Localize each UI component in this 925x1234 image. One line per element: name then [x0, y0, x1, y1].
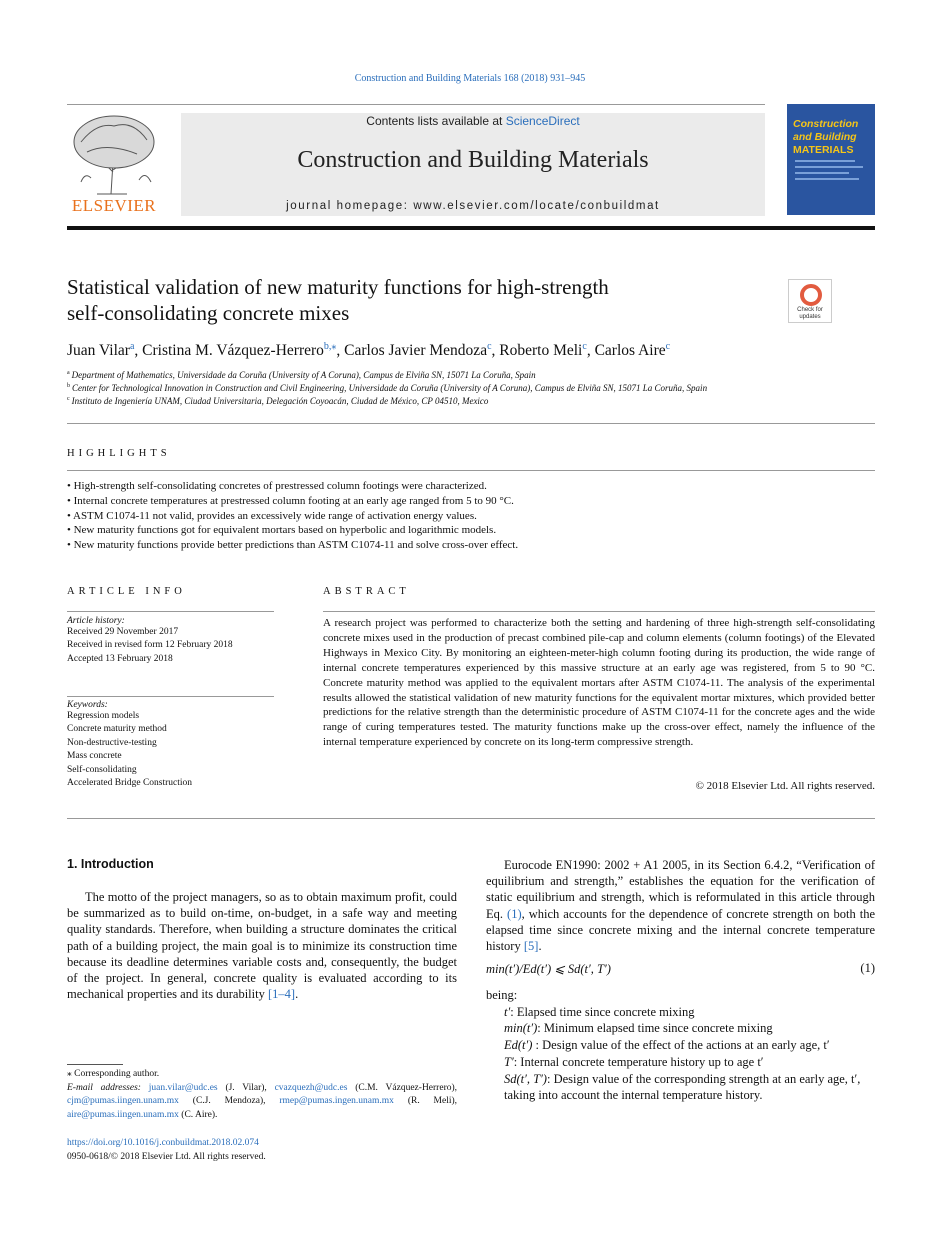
paragraph-text: Eurocode EN1990: 2002 + A1 2005, in its Section 6.4.2, “Verification of equilibrium and strength,” establishes the equation for the verification of static equilibrium and strength, which is reformulated in this article through Eq.	[486, 858, 875, 921]
author-list: Juan Vilar$^a$, Cristina M. Vázquez-Herrero$^{b,⁎}$, Carlos Javier Mendoza$^c$, Roberto Meli$^c$, Carlos Aire$^c$	[67, 341, 671, 360]
doi-block	[67, 1137, 457, 1164]
author: Juan Vilar	[67, 342, 130, 360]
divider	[67, 470, 875, 471]
elsevier-logo[interactable]	[67, 112, 161, 216]
badge-text	[789, 307, 831, 320]
highlight-item: • ASTM C1074-11 not valid, provides an excessively wide range of activation energy values.	[67, 509, 875, 524]
author-affil-mark[interactable]: b,⁎	[323, 341, 337, 352]
history-item: Received 29 November 2017	[67, 627, 179, 637]
affiliation-mark: a	[67, 370, 70, 376]
history-item: Accepted 13 February 2018	[67, 653, 173, 664]
affiliation-text: Instituto de Ingeniería UNAM, Ciudad Universitaria, Delegación Coyoacán, Ciudad de México, CP 04510, Mexico	[71, 396, 489, 406]
doi-link[interactable]: https://doi.org/10.1016/j.conbuildmat.2018.02.074	[67, 1138, 259, 1148]
abstract-text: A research project was performed to characterize both the setting and hardening of three high-strength self-consolidating concrete mixes used in the production of precast combined pile-cap and column elements (column footings) of the Elevated Highways in Mexico City. By monitoring an eighteen-meter-high column footing during its production, the wide range of internal concrete temperatures experienced by this massive structure at an early age was registered, from 5 to 90 °C. Concrete maturity method was applied to the equivalent mortars after ASTM C1074-11. The analysis of the experimental results allowed the statistical validation of new maturity functions for the equivalent mortar mixtures, which provided better predictions for the relative strength than the deterministic procedure of ASTM C1074-11 for the concrete ages and the wide range of curing temperatures tested. The maturity functions make up the cross-over effect, namely the influence of the internal temperature experienced by concrete on its long-term compressive strength.	[323, 617, 875, 749]
contents-prefix: Contents lists available at	[366, 114, 506, 128]
paragraph-text: , which accounts for the dependence of concrete strength on both the elapsed time since concrete mixing and the internal concrete temperature history	[486, 906, 875, 954]
author-affil-mark[interactable]: c	[582, 341, 587, 352]
cover-decor	[795, 166, 863, 168]
divider	[67, 818, 875, 819]
email-owner: (R. Meli)	[407, 1096, 455, 1106]
abstract-heading: ABSTRACT	[323, 586, 410, 597]
cover-decor	[795, 178, 859, 180]
email-owner: (J. Vilar)	[225, 1082, 265, 1093]
intro-paragraph: Eurocode EN1990: 2002 + A1 2005, in its Section 6.4.2, “Verification of equilibrium and strength,” establishes the equation for the verification of static equilibrium and strength, which is reformulated in this article through Eq. (1), which accounts for the dependence of concrete strength on both the elapsed time since concrete mixing and the internal concrete temperature history [5].	[486, 858, 875, 954]
email-owner: (C. Aire).	[181, 1109, 218, 1120]
symbol: Sd(t′, T′)	[504, 1071, 547, 1086]
definition-item	[486, 1037, 875, 1054]
issn: 0950-0618/© 2018 Elsevier Ltd. All rights reserved.	[67, 1151, 266, 1162]
keywords	[67, 700, 274, 790]
email-owner: (C.J. Mendoza)	[192, 1096, 264, 1106]
corresponding-author: ⁎ Corresponding author.	[67, 1069, 160, 1079]
history-label: Article history:	[67, 616, 125, 626]
affiliation	[67, 383, 875, 393]
header-rule	[67, 104, 765, 105]
section-heading: 1. Introduction	[67, 857, 154, 871]
affiliation-text: Center for Technological Innovation in Construction and Civil Engineering, Universidade da Coruña (University of A Coruna), Campus de Elviña SN, 15071 La Coruña, Spain	[72, 383, 708, 393]
keyword: Accelerated Bridge Construction	[67, 778, 193, 789]
journal-cover[interactable]	[787, 104, 875, 215]
email-link[interactable]: rmep@pumas.ingen.unam.mx	[279, 1096, 394, 1106]
definition-item	[486, 1071, 875, 1104]
publisher-name: ELSEVIER	[71, 196, 157, 215]
author-affil-mark[interactable]: a	[129, 341, 135, 352]
cover-title	[793, 118, 873, 157]
affiliation	[67, 370, 875, 380]
symbol: T′	[504, 1054, 514, 1069]
divider	[67, 423, 875, 424]
being-label: being:	[486, 988, 518, 1002]
keyword: Mass concrete	[67, 751, 122, 762]
highlights-heading: HIGHLIGHTS	[67, 448, 171, 459]
divider	[67, 696, 274, 697]
highlight-item: • High-strength self-consolidating concretes of prestressed column footings were characterized.	[67, 479, 875, 494]
check-for-updates-badge[interactable]	[788, 279, 832, 323]
divider	[323, 611, 875, 612]
copyright: © 2018 Elsevier Ltd. All rights reserved.	[695, 780, 875, 792]
badge-line: updates	[799, 313, 821, 320]
journal-citation[interactable]: Construction and Building Materials 168 (2018) 931–945	[354, 73, 586, 84]
equation-link[interactable]: (1)	[507, 906, 522, 921]
definition-text: : Elapsed time since concrete mixing	[510, 1004, 695, 1019]
journal-homepage[interactable]: journal homepage: www.elsevier.com/locate/conbuildmat	[286, 200, 660, 212]
definition-text: : Design value of the effect of the actions at an early age, t′	[532, 1038, 830, 1053]
citation-link[interactable]: [1–4]	[267, 987, 296, 1002]
paragraph-text: The motto of the project managers, so as to obtain maximum profit, could be summarized as to build on-time, on-budget, in a safe way and meeting quality standards. Therefore, when building a structure dominates the critical path of a building project, the main goal is to minimize its construction time because its deadline determines variable costs and, consequently, the budget of the project. In general, concrete quality is evaluated according to its mechanical properties and its durability	[67, 890, 457, 1002]
footnote-rule	[67, 1064, 123, 1065]
article-history	[67, 616, 274, 666]
footnote	[67, 1068, 457, 1122]
citation-link[interactable]: [5]	[523, 939, 539, 954]
definition-text: : Minimum elapsed time since concrete mixing	[537, 1021, 773, 1036]
equation-text: min(t′)/Ed(t′) ⩽ Sd(t′, T′)	[486, 962, 611, 976]
symbol: Ed(t′)	[504, 1038, 533, 1053]
title-line: self-consolidating concrete mixes	[67, 301, 350, 325]
keyword: Concrete maturity method	[67, 724, 167, 735]
header-thick-rule	[67, 226, 875, 230]
symbol: min(t′)	[504, 1021, 538, 1036]
email-link[interactable]: cvazquezh@udc.es	[274, 1082, 348, 1093]
author: Carlos Javier Mendoza	[344, 342, 488, 360]
email-link[interactable]: aire@pumas.iingen.unam.mx	[67, 1109, 179, 1120]
author-affil-mark[interactable]: c	[487, 341, 492, 352]
cover-title-text: Construction and Building	[793, 118, 859, 143]
email-list: E-mail addresses: juan.vilar@udc.es (J. Vilar), cvazquezh@udc.es (C.M. Vázquez-Herrero), cjm@pumas.iingen.unam.mx (C.J. Mendoza), rmep@pumas.ingen.unam.mx (R. Meli), aire@pumas.iingen.unam.mx (C. Aire).	[67, 1082, 458, 1120]
intro-paragraph: The motto of the project managers, so as to obtain maximum profit, could be summarized as to build on-time, on-budget, in a safe way and meeting quality standards. Therefore, when building a structure dominates the critical path of a building project, the main goal is to minimize its construction time because its deadline determines variable costs and, consequently, the budget of the project. In general, concrete quality is evaluated according to its mechanical properties and its durability [1–4].	[67, 890, 457, 1002]
definition-item	[486, 1054, 875, 1071]
affiliation-mark: b	[67, 383, 70, 389]
update-icon	[800, 284, 822, 306]
tree-icon	[67, 112, 161, 196]
email-link[interactable]: juan.vilar@udc.es	[148, 1082, 218, 1093]
contents-line	[181, 114, 765, 128]
affiliation-mark: c	[67, 396, 70, 402]
article-info-heading: ARTICLE INFO	[67, 586, 186, 597]
history-item: Received in revised form 12 February 2018	[67, 640, 233, 651]
journal-banner	[181, 113, 765, 216]
keyword: Non-destructive-testing	[67, 737, 157, 748]
symbol: t′	[504, 1004, 511, 1019]
highlight-item: • New maturity functions got for equivalent mortars based on hyperbolic and logarithmic models.	[67, 523, 875, 538]
highlight-item: • New maturity functions provide better predictions than ASTM C1074-11 and solve cross-over effect.	[67, 538, 875, 553]
article-title	[67, 274, 767, 326]
cover-decor	[795, 172, 849, 174]
cover-decor	[795, 160, 855, 162]
journal-name: Construction and Building Materials	[297, 147, 649, 173]
equation	[486, 961, 875, 977]
author: Cristina M. Vázquez-Herrero	[142, 342, 324, 360]
sciencedirect-link[interactable]: ScienceDirect	[505, 114, 580, 128]
equation-number: (1)	[860, 961, 875, 975]
keywords-label: Keywords:	[67, 700, 108, 710]
author: Roberto Meli	[499, 342, 583, 360]
author-affil-mark[interactable]: c	[665, 341, 671, 352]
affiliation	[67, 396, 875, 406]
keyword: Regression models	[67, 711, 140, 721]
definition-item	[486, 1020, 875, 1037]
title-line: Statistical validation of new maturity functions for high-strength	[67, 275, 609, 299]
affiliation-text: Department of Mathematics, Universidade da Coruña (University of A Coruna), Campus de Elviña SN, 15071 La Coruña, Spain	[71, 370, 536, 380]
email-link[interactable]: cjm@pumas.iingen.unam.mx	[67, 1096, 179, 1106]
email-label: E-mail addresses:	[67, 1082, 141, 1093]
badge-line: Check for	[797, 307, 823, 313]
definition-text: : Design value of the corresponding strength at an early age, t′, taking into account the internal temperature history.	[504, 1071, 861, 1103]
divider	[67, 611, 274, 612]
email-owner: (C.M. Vázquez-Herrero)	[355, 1082, 455, 1093]
definitions	[486, 987, 875, 1104]
keyword: Self-consolidating	[67, 764, 137, 775]
highlight-item: • Internal concrete temperatures at prestressed column footing at an early age ranged from 5 to 90 °C.	[67, 494, 875, 509]
author: Carlos Aire	[594, 342, 666, 360]
highlights-list	[67, 479, 875, 553]
definition-text: : Internal concrete temperature history up to age t′	[513, 1054, 764, 1069]
cover-subtitle: MATERIALS	[793, 144, 854, 156]
definition-item	[486, 1004, 875, 1021]
